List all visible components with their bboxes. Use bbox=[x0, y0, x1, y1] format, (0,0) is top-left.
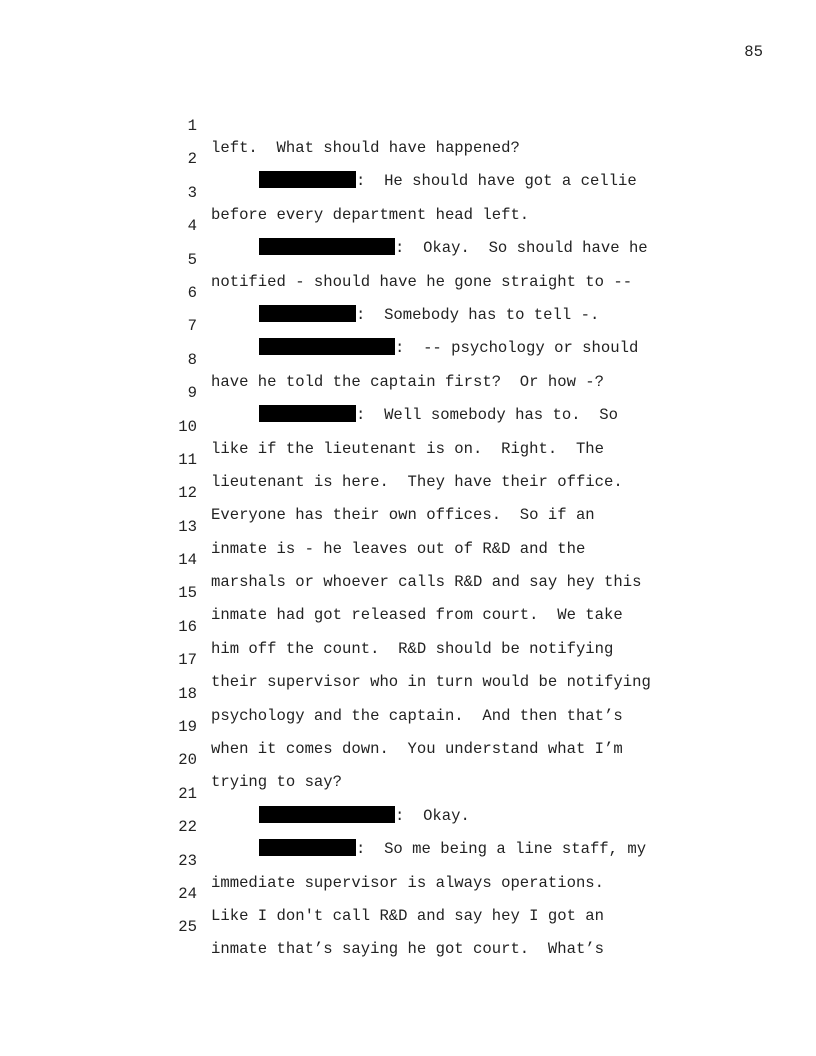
transcript-line bbox=[0, 560, 816, 625]
line-text: : Somebody has to tell -. bbox=[356, 305, 600, 324]
line-number: 7 bbox=[187, 317, 197, 336]
line-number: 20 bbox=[178, 751, 197, 770]
transcript-line bbox=[0, 394, 816, 458]
line-number: 8 bbox=[187, 350, 197, 369]
line-text: Like I don't call R&D and say hey I got an bbox=[211, 906, 605, 925]
line-text: trying to say? bbox=[211, 773, 343, 792]
transcript-line bbox=[0, 727, 816, 792]
line-number: 4 bbox=[187, 217, 197, 236]
line-number: 2 bbox=[187, 150, 197, 169]
transcript-body bbox=[0, 93, 816, 959]
transcript-line bbox=[0, 293, 816, 358]
line-text: Everyone has their own offices. So if an bbox=[211, 506, 595, 525]
line-text: : So me being a line staff, my bbox=[356, 840, 647, 859]
transcript-line bbox=[0, 193, 816, 258]
line-text: : Well somebody has to. So bbox=[356, 406, 619, 425]
transcript-line bbox=[0, 527, 816, 592]
line-text: inmate had got released from court. We take bbox=[211, 606, 623, 625]
line-text: marshals or whoever calls R&D and say hey this bbox=[211, 573, 642, 592]
line-text: lieutenant is here. They have their office. bbox=[211, 472, 623, 491]
transcript-line bbox=[0, 126, 816, 191]
line-number: 1 bbox=[187, 117, 197, 135]
line-text: : Okay. So should have he bbox=[395, 239, 648, 258]
line-number: 16 bbox=[178, 617, 197, 636]
line-text: inmate that’s saying he got court. What’s bbox=[211, 940, 605, 959]
transcript-line bbox=[0, 327, 816, 391]
line-text: inmate is - he leaves out of R&D and the bbox=[211, 539, 586, 558]
line-number: 18 bbox=[178, 684, 197, 703]
line-text: : He should have got a cellie bbox=[356, 172, 637, 191]
line-number: 23 bbox=[178, 851, 197, 870]
transcript-line bbox=[0, 794, 816, 859]
page-number: 85 bbox=[744, 43, 763, 61]
transcript-line bbox=[0, 227, 816, 291]
line-number: 6 bbox=[187, 283, 197, 302]
transcript-line bbox=[0, 861, 816, 925]
line-number: 13 bbox=[178, 517, 197, 536]
line-number: 3 bbox=[187, 183, 197, 202]
line-number: 21 bbox=[178, 784, 197, 803]
line-text: him off the count. R&D should be notifying bbox=[211, 639, 614, 658]
line-text: before every department head left. bbox=[211, 205, 530, 224]
transcript-line bbox=[0, 360, 816, 425]
line-text: psychology and the captain. And then that’s bbox=[211, 706, 623, 725]
transcript-line bbox=[0, 828, 816, 892]
line-text: like if the lieutenant is on. Right. The bbox=[211, 439, 605, 458]
line-number: 17 bbox=[178, 651, 197, 670]
line-number: 5 bbox=[187, 250, 197, 269]
line-text: have he told the captain first? Or how -? bbox=[211, 372, 605, 391]
line-number: 15 bbox=[178, 584, 197, 603]
line-number: 24 bbox=[178, 884, 197, 903]
transcript-line bbox=[0, 761, 816, 825]
line-number: 25 bbox=[178, 918, 197, 937]
line-number: 22 bbox=[178, 818, 197, 837]
line-number: 19 bbox=[178, 718, 197, 737]
line-text: notified - should have he gone straight to -- bbox=[211, 272, 633, 291]
line-number: 10 bbox=[178, 417, 197, 436]
line-text: when it comes down. You understand what I’m bbox=[211, 740, 623, 759]
transcript-line bbox=[0, 160, 816, 224]
line-number: 9 bbox=[187, 384, 197, 403]
transcript-line bbox=[0, 460, 816, 525]
transcript-line bbox=[0, 694, 816, 759]
transcript-line bbox=[0, 93, 816, 157]
line-text: their supervisor who in turn would be notifying bbox=[211, 673, 651, 692]
line-number: 14 bbox=[178, 551, 197, 570]
line-text: : -- psychology or should bbox=[395, 339, 639, 358]
line-number: 12 bbox=[178, 484, 197, 503]
line-number: 11 bbox=[178, 450, 197, 469]
transcript-line bbox=[0, 661, 816, 725]
line-text: immediate supervisor is always operations. bbox=[211, 873, 605, 892]
transcript-line bbox=[0, 594, 816, 658]
transcript-line bbox=[0, 494, 816, 558]
line-text: : Okay. bbox=[395, 806, 470, 825]
transcript-line bbox=[0, 894, 816, 959]
line-text: left. What should have happened? bbox=[211, 139, 520, 157]
transcript-line bbox=[0, 260, 816, 324]
transcript-line bbox=[0, 627, 816, 692]
transcript-line bbox=[0, 427, 816, 491]
